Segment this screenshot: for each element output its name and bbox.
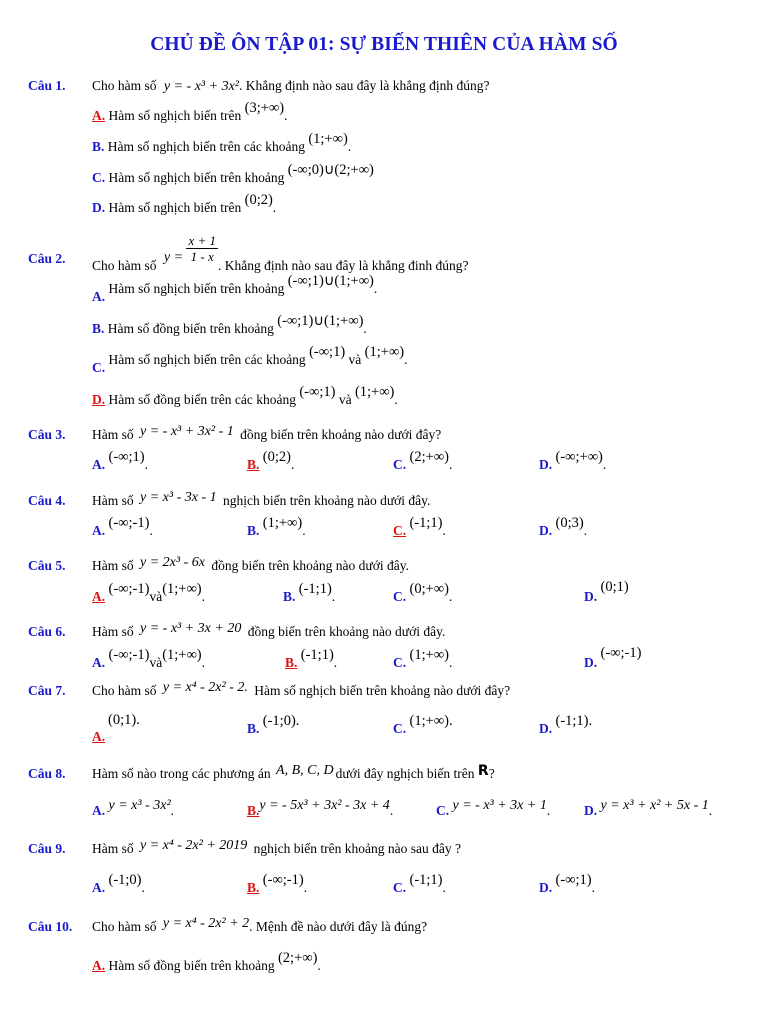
question-label: Câu 8. bbox=[28, 766, 66, 781]
option-a[interactable] bbox=[92, 950, 321, 975]
option-formula: y = - x³ + 3x + 1 bbox=[452, 798, 547, 813]
stem-intro: Cho hàm số bbox=[92, 919, 157, 934]
option-a[interactable] bbox=[92, 872, 145, 897]
question-stem bbox=[92, 490, 431, 510]
option-letter: D. bbox=[584, 589, 598, 604]
option-interval: (-∞;1) bbox=[555, 872, 592, 888]
option-letter: A. bbox=[92, 880, 106, 895]
stem-question: dưới đây nghịch biến trên bbox=[335, 766, 475, 781]
option-a[interactable] bbox=[92, 515, 153, 540]
stem-question: . Khẳng định nào sau đây là khẳng đinh đúng? bbox=[217, 257, 469, 273]
option-d[interactable] bbox=[584, 798, 713, 820]
function-formula: y = x⁴ - 2x² + 2019 bbox=[140, 838, 248, 853]
stem-intro: Hàm số bbox=[92, 427, 134, 442]
real-numbers-symbol: R bbox=[477, 763, 489, 779]
option-c[interactable] bbox=[393, 872, 446, 897]
option-letter: C. bbox=[393, 589, 407, 604]
option-letter: C. bbox=[436, 803, 450, 818]
option-end: . bbox=[394, 392, 398, 407]
option-letters-formula: A, B, C, D bbox=[276, 763, 334, 778]
option-interval: (-1;0). bbox=[262, 713, 300, 729]
option-interval: (3;+∞) bbox=[244, 100, 285, 116]
option-letter: B. bbox=[247, 880, 260, 895]
option-text: Hàm số nghịch biến trên các khoảng bbox=[108, 352, 306, 367]
stem-intro: Hàm số bbox=[92, 558, 134, 573]
option-interval: (-1;1) bbox=[300, 647, 334, 663]
option-end: . bbox=[448, 589, 453, 604]
stem-intro: Cho hàm số bbox=[92, 78, 157, 93]
option-letter: A. bbox=[92, 729, 106, 744]
option-interval: (-∞;-1) bbox=[600, 645, 642, 661]
option-a[interactable] bbox=[92, 273, 378, 304]
option-letter: A. bbox=[92, 589, 106, 604]
option-d[interactable] bbox=[92, 384, 398, 409]
option-letter: D. bbox=[584, 803, 598, 818]
option-end: . bbox=[284, 108, 288, 123]
option-letter: C. bbox=[393, 655, 407, 670]
question-label: Câu 6. bbox=[28, 624, 66, 639]
option-a[interactable] bbox=[92, 712, 140, 745]
option-end: . bbox=[389, 803, 394, 818]
option-letter: C. bbox=[92, 360, 106, 375]
option-interval-2: (1;+∞) bbox=[354, 384, 395, 400]
option-letter: B. bbox=[92, 139, 105, 154]
question-label: Câu 9. bbox=[28, 841, 66, 856]
option-conjunction: và bbox=[149, 655, 163, 670]
option-letter: C. bbox=[92, 170, 106, 185]
option-interval: (2;+∞) bbox=[277, 950, 318, 966]
option-conjunction: và bbox=[348, 352, 362, 367]
option-interval: (0;3) bbox=[555, 515, 584, 531]
option-end: . bbox=[141, 880, 145, 895]
question-stem bbox=[92, 230, 469, 273]
option-d[interactable] bbox=[539, 872, 595, 897]
option-interval-2: (1;+∞) bbox=[162, 647, 202, 663]
question-stem bbox=[92, 555, 409, 575]
option-c[interactable] bbox=[393, 449, 453, 474]
option-end: . bbox=[583, 523, 588, 538]
option-formula: y = x³ - 3x² bbox=[108, 798, 171, 813]
option-end: . bbox=[290, 457, 295, 472]
option-end: . bbox=[448, 655, 453, 670]
option-interval: (0;2) bbox=[262, 449, 291, 465]
option-a[interactable] bbox=[92, 798, 175, 820]
option-text: Hàm số đồng biến trên khoảng bbox=[107, 321, 274, 336]
function-formula: y = - x³ + 3x² bbox=[163, 79, 239, 94]
option-conjunction: và bbox=[149, 589, 163, 604]
option-interval: (0;1) bbox=[600, 579, 629, 595]
option-interval: (-1;1). bbox=[555, 713, 593, 729]
option-end: . bbox=[591, 880, 595, 895]
option-d[interactable] bbox=[539, 713, 593, 738]
option-letter: D. bbox=[539, 880, 553, 895]
option-b[interactable] bbox=[247, 872, 308, 897]
option-letter: A. bbox=[92, 523, 106, 538]
option-b[interactable] bbox=[285, 647, 338, 672]
option-c[interactable] bbox=[393, 713, 453, 738]
stem-question: Hàm số nghịch biến trên khoảng nào dưới đây? bbox=[254, 683, 511, 698]
option-interval: (-∞;1) bbox=[299, 384, 336, 400]
option-end: . bbox=[442, 880, 446, 895]
option-letter: A. bbox=[92, 108, 106, 123]
stem-question: . Mệnh đề nào dưới đây là đúng? bbox=[249, 919, 428, 934]
question-label: Câu 1. bbox=[28, 78, 66, 93]
option-end: . bbox=[442, 523, 446, 538]
option-letter: A. bbox=[92, 457, 106, 472]
stem-intro: Hàm số bbox=[92, 841, 134, 856]
option-text: Hàm số nghịch biến trên bbox=[108, 108, 242, 123]
function-formula: y = 2x³ - 6x bbox=[140, 555, 205, 570]
option-letter: D. bbox=[92, 200, 106, 215]
option-b[interactable] bbox=[247, 798, 394, 820]
function-fraction bbox=[186, 233, 218, 264]
option-b[interactable] bbox=[92, 131, 352, 156]
option-letter: A. bbox=[92, 289, 106, 304]
option-letter: B. bbox=[285, 655, 298, 670]
option-letter: D. bbox=[584, 655, 598, 670]
option-d[interactable] bbox=[539, 449, 607, 474]
option-interval-2: (1;+∞) bbox=[364, 344, 405, 360]
option-interval: (-∞;-1) bbox=[262, 872, 304, 888]
option-letter: A. bbox=[92, 655, 106, 670]
option-interval: (-∞;-1) bbox=[108, 647, 150, 663]
option-interval: (-∞;1)∪(1;+∞) bbox=[277, 313, 364, 329]
question-stem bbox=[92, 916, 428, 936]
function-formula-lhs: y = bbox=[163, 249, 184, 265]
option-interval: (1;+∞) bbox=[409, 647, 449, 663]
option-a[interactable] bbox=[92, 449, 148, 474]
stem-intro: Cho hàm số bbox=[92, 683, 157, 698]
function-formula: y = - x³ + 3x² - 1 bbox=[140, 424, 234, 439]
option-letter: C. bbox=[393, 523, 407, 538]
option-letter: D. bbox=[539, 523, 553, 538]
option-interval: (-∞;1) bbox=[108, 449, 145, 465]
question-label: Câu 3. bbox=[28, 427, 66, 442]
option-c[interactable] bbox=[436, 798, 551, 820]
option-text: Hàm số đồng biến trên các khoảng bbox=[108, 392, 296, 407]
option-formula: y = - 5x³ + 3x² - 3x + 4 bbox=[259, 798, 390, 813]
option-a[interactable] bbox=[92, 581, 206, 606]
option-interval: (-1;1) bbox=[409, 515, 443, 531]
option-c[interactable] bbox=[92, 344, 408, 375]
stem-intro: Hàm số nào trong các phương án bbox=[92, 766, 271, 781]
option-letter: B. bbox=[247, 803, 260, 818]
option-interval: (0;1). bbox=[108, 712, 140, 728]
stem-question: đồng biến trên khoảng nào dưới đây. bbox=[247, 624, 446, 639]
question-label: Câu 5. bbox=[28, 558, 66, 573]
option-c[interactable] bbox=[393, 647, 453, 672]
function-formula: y = x³ - 3x - 1 bbox=[140, 490, 217, 505]
option-end: . bbox=[347, 139, 352, 154]
option-end: . bbox=[144, 457, 148, 472]
option-letter: C. bbox=[393, 457, 407, 472]
option-interval: (-∞;+∞) bbox=[555, 449, 603, 465]
option-text: Hàm số nghịch biến trên bbox=[108, 200, 242, 215]
option-letter: D. bbox=[92, 392, 106, 407]
option-end: . bbox=[201, 655, 206, 670]
option-formula: y = x³ + x² + 5x - 1 bbox=[600, 798, 709, 813]
option-end: . bbox=[303, 880, 308, 895]
option-end: . bbox=[448, 457, 453, 472]
question-label: Câu 10. bbox=[28, 919, 73, 934]
stem-intro: Hàm số bbox=[92, 624, 134, 639]
option-conjunction: và bbox=[338, 392, 352, 407]
option-c[interactable] bbox=[393, 581, 453, 606]
option-b[interactable] bbox=[247, 713, 300, 738]
option-end: . bbox=[404, 352, 408, 367]
option-d[interactable] bbox=[584, 645, 642, 672]
option-d[interactable] bbox=[584, 579, 629, 606]
option-letter: B. bbox=[247, 457, 260, 472]
option-letter: D. bbox=[539, 721, 553, 736]
stem-end: ? bbox=[488, 766, 495, 781]
option-end: . bbox=[170, 803, 175, 818]
option-d[interactable] bbox=[92, 192, 277, 217]
question-stem bbox=[92, 424, 442, 444]
stem-question: nghịch biến trên khoảng nào dưới đây. bbox=[223, 493, 431, 508]
stem-intro: Cho hàm số bbox=[92, 257, 157, 273]
option-end: . bbox=[317, 958, 321, 973]
function-formula: y = x⁴ - 2x² - 2. bbox=[162, 680, 248, 695]
stem-question: . Khẳng định nào sau đây là khẳng định đúng? bbox=[238, 78, 490, 93]
option-b[interactable] bbox=[247, 449, 295, 474]
option-a[interactable] bbox=[92, 100, 288, 125]
option-text: Hàm số nghịch biến trên các khoảng bbox=[107, 139, 305, 154]
question-stem bbox=[92, 680, 511, 700]
stem-question: đồng biến trên khoảng nào dưới đây. bbox=[211, 558, 409, 573]
option-letter: B. bbox=[247, 523, 260, 538]
option-letter: B. bbox=[247, 721, 260, 736]
option-interval: (-1;1) bbox=[409, 872, 443, 888]
option-end: . bbox=[272, 200, 277, 215]
option-end: . bbox=[302, 523, 306, 538]
option-text: Hàm số nghịch biến trên khoảng bbox=[108, 281, 285, 296]
option-interval: (-∞;1)∪(1;+∞) bbox=[287, 273, 374, 289]
option-b[interactable] bbox=[283, 581, 336, 606]
option-letter: B. bbox=[283, 589, 296, 604]
option-c[interactable] bbox=[92, 162, 374, 187]
question-stem bbox=[92, 621, 446, 641]
question-stem bbox=[92, 78, 489, 95]
option-text: Hàm số nghịch biến trên khoảng bbox=[108, 170, 285, 185]
stem-intro: Hàm số bbox=[92, 493, 134, 508]
option-interval: (1;+∞) bbox=[262, 515, 303, 531]
option-interval-2: (1;+∞) bbox=[162, 581, 202, 597]
option-end: . bbox=[333, 655, 338, 670]
question-stem bbox=[92, 763, 495, 783]
option-end: . bbox=[201, 589, 206, 604]
fraction-numerator: x + 1 bbox=[188, 233, 216, 248]
option-interval: (0;+∞) bbox=[409, 581, 449, 597]
option-interval: (0;2) bbox=[244, 192, 273, 208]
function-formula: y = x⁴ - 2x² + 2 bbox=[162, 916, 250, 931]
fraction-denominator: 1 - x bbox=[190, 249, 214, 264]
option-interval: (-∞;1) bbox=[309, 344, 346, 360]
option-letter: A. bbox=[92, 803, 106, 818]
option-b[interactable] bbox=[247, 515, 306, 540]
question-label: Câu 7. bbox=[28, 683, 66, 698]
option-b[interactable] bbox=[92, 313, 367, 338]
option-end: . bbox=[373, 281, 378, 296]
function-formula: y = - x³ + 3x + 20 bbox=[140, 621, 242, 636]
option-end: . bbox=[331, 589, 336, 604]
question-label: Câu 4. bbox=[28, 493, 66, 508]
question-label: Câu 2. bbox=[28, 251, 66, 266]
option-letter: B. bbox=[92, 321, 105, 336]
option-interval: (1;+∞) bbox=[308, 131, 348, 147]
option-interval: (-∞;-1) bbox=[108, 515, 150, 531]
option-interval: (-1;1) bbox=[298, 581, 332, 597]
option-end: . bbox=[363, 321, 367, 336]
option-end: . bbox=[602, 457, 607, 472]
option-letter: C. bbox=[393, 721, 407, 736]
option-c[interactable] bbox=[393, 515, 446, 540]
option-letter: C. bbox=[393, 880, 407, 895]
stem-question: đồng biến trên khoảng nào dưới đây? bbox=[240, 427, 442, 442]
option-interval: (-∞;0)∪(2;+∞) bbox=[287, 162, 374, 178]
option-interval: (1;+∞). bbox=[409, 713, 453, 729]
stem-question: nghịch biến trên khoảng nào sau đây ? bbox=[253, 841, 461, 856]
option-text: Hàm số đồng biến trên khoảng bbox=[108, 958, 275, 973]
option-end: . bbox=[708, 803, 713, 818]
option-end: . bbox=[546, 803, 551, 818]
option-interval: (-1;0) bbox=[108, 872, 142, 888]
page-title: CHỦ ĐỀ ÔN TẬP 01: SỰ BIẾN THIÊN CỦA HÀM SỐ bbox=[150, 34, 618, 55]
question-stem bbox=[92, 838, 461, 858]
option-end: . bbox=[149, 523, 153, 538]
option-interval: (2;+∞) bbox=[409, 449, 449, 465]
option-d[interactable] bbox=[539, 515, 588, 540]
option-interval: (-∞;-1) bbox=[108, 581, 150, 597]
option-letter: A. bbox=[92, 958, 106, 973]
option-letter: D. bbox=[539, 457, 553, 472]
option-a[interactable] bbox=[92, 647, 206, 672]
